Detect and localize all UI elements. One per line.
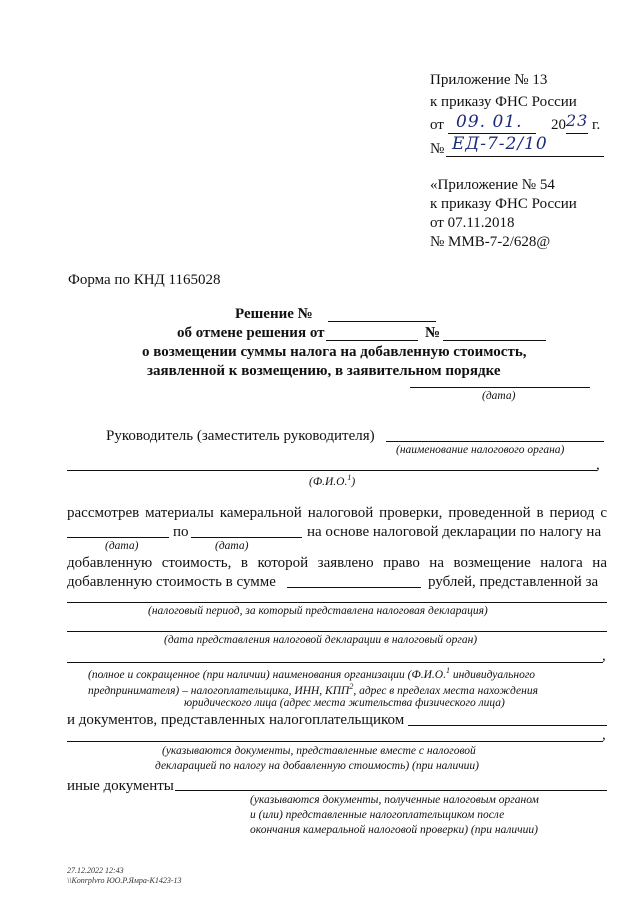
org-line [67,662,603,663]
tax-period-line [67,602,607,603]
appendix-date-handwritten: 09. 01. [456,112,523,132]
paragraph-line1: рассмотрев материалы камеральной налоговой проверки, проведенной в период с [67,505,607,521]
title-number-line [328,321,436,322]
other-docs-label: иные документы [67,778,174,794]
appendix-year-handwritten: 23 [566,111,589,130]
declaration-date-caption: (дата представления налоговой декларации в налоговый орган) [164,634,478,646]
period-to-line [191,537,302,538]
other-caption-line2: и (или) представленные налогоплательщиком после [250,809,505,821]
org-caption-line3: юридического лица (адрес места жительства физического лица) [184,697,505,709]
date-from-caption: (дата) [105,540,139,552]
other-caption-line3: окончания камеральной налоговой проверки) (при наличии) [250,824,538,836]
paragraph-line2-end: на основе налоговой декларации по налогу на [307,524,602,540]
other-caption-line1: (указываются документы, полученные налоговым органом [250,794,539,806]
prev-appendix-line4: № ММВ-7-2/628@ [430,234,551,250]
title-num-line [443,340,546,341]
prev-appendix-line1: «Приложение № 54 [430,177,555,193]
fio-comma: , [596,457,600,473]
form-code: Форма по КНД 1165028 [68,272,221,288]
docs-line-b [67,741,603,742]
appendix-year-suffix: г. [592,117,601,133]
appendix-num-prefix: № [430,141,445,157]
paragraph-line4-a: добавленную стоимость в сумме [67,574,276,590]
appendix-year-prefix: 20 [551,117,566,133]
po-label: по [173,524,189,540]
tax-period-caption: (налоговый период, за который представлена налоговая декларация) [148,605,488,617]
prev-appendix-line2: к приказу ФНС России [430,196,577,212]
tax-organ-caption: (наименование налогового органа) [396,444,565,456]
title-line2-b: № [425,325,441,341]
docs-caption-line2: декларацией по налогу на добавленную стоимость) (при наличии) [155,760,480,772]
title-line2-a: об отмене решения от [177,325,325,341]
appendix-line2: к приказу ФНС России [430,94,577,110]
footer-line1: 27.12.2022 12:43 [67,866,124,875]
fio-caption: (Ф.И.О.$^1$) [309,473,356,488]
docs-comma: , [602,727,606,743]
appendix-num-line [446,156,604,157]
appendix-date-prefix: от [430,117,444,133]
other-docs-line [175,790,607,791]
org-comma: , [602,648,606,664]
title-line3: о возмещении суммы налога на добавленную стоимость, [142,344,527,360]
footer-line2: \\Кonrplvro ЮО.Р.Ямра-К1423-13 [67,876,182,885]
tax-organ-line [386,441,604,442]
head-label: Руководитель (заместитель руководителя) [106,428,375,444]
appendix-line1: Приложение № 13 [430,72,548,88]
docs-line-a [408,725,607,726]
docs-caption-line1: (указываются документы, представленные вместе с налоговой [162,745,476,757]
amount-line [287,587,421,588]
fio-line [67,470,597,471]
period-from-line [67,537,169,538]
prev-appendix-line3: от 07.11.2018 [430,215,515,231]
date-line [410,387,590,388]
docs-label: и документов, представленных налогоплательщиком [67,712,405,728]
org-caption-line2: предпринимателя) – налогоплательщика, ИНН, КПП$^2$, адрес в пределах места нахождения [88,682,538,697]
org-caption-line1: (полное и сокращенное (при наличии) наименования организации (Ф.И.О.$^1$ индивидуального [88,666,536,681]
paragraph-line3: добавленную стоимость, в которой заявлено право на возмещение налога на [67,555,607,571]
appendix-year-line [566,133,588,134]
appendix-num-handwritten: ЕД-7-2/10 [452,134,548,154]
date-caption: (дата) [482,390,516,402]
title-line1: Решение № [235,306,313,322]
date-to-caption: (дата) [215,540,249,552]
paragraph-line4-b: рублей, представленной за [428,574,599,590]
title-date-line [326,340,418,341]
title-line4: заявленной к возмещению, в заявительном порядке [147,363,501,379]
declaration-date-line [67,631,607,632]
